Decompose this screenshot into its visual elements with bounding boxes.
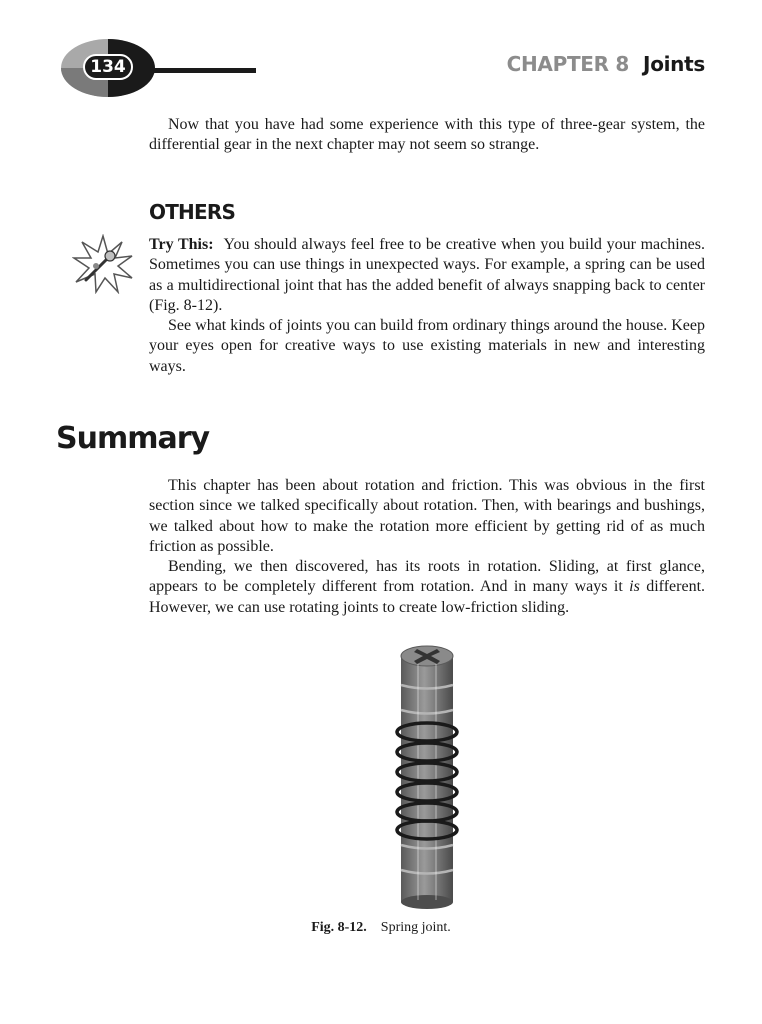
- summary-emphasis: is: [629, 578, 640, 596]
- spring-joint-figure: [382, 640, 472, 910]
- figure-caption-text: Spring joint.: [380, 920, 451, 935]
- summary-paragraph-2: [149, 557, 705, 618]
- try-this-icon: [72, 234, 134, 294]
- try-this-label: Try This:: [149, 236, 214, 253]
- header-rule: [150, 68, 256, 73]
- page-number: 134: [90, 57, 126, 77]
- try-this-text: You should always feel free to be creative when you build your machines. Sometimes you can use things in unexpected ways. For example, a spring can be used as a multidirectional joint that has the added benefit of always snapping back to center (Fig. 8-12).: [149, 236, 705, 314]
- figure-label: Fig. 8-12.: [311, 920, 367, 935]
- summary-paragraph-2-end: different. However, we can use rotating joints to create low-friction sliding.: [149, 578, 706, 616]
- others-paragraph-2: See what kinds of joints you can build from ordinary things around the house. Keep your eyes open for creative ways to use existing materials in new and interesting ways.: [149, 317, 705, 375]
- try-this-paragraph: [149, 235, 705, 316]
- summary-paragraph-1: This chapter has been about rotation and friction. This was obvious in the first section since we talked specifically about rotation. Then, with bearings and bushings, we talked about how to make the rotation more efficient by getting rid of as much friction as possible.: [149, 477, 705, 555]
- chapter-label: CHAPTER 8: [506, 52, 630, 76]
- others-heading: OTHERS: [149, 200, 236, 224]
- running-head: [507, 52, 705, 76]
- page-header: [0, 0, 762, 110]
- intro-paragraph: Now that you have had some experience with this type of three-gear system, the differential gear in the next chapter may not seem so strange.: [149, 116, 705, 154]
- chapter-title: Joints: [643, 52, 705, 76]
- summary-heading: Summary: [56, 421, 210, 456]
- summary-paragraph-2-start: Bending, we then discovered, has its roots in rotation. Sliding, at first glance, appears to be completely different from rotation. And in many ways it: [149, 558, 705, 596]
- figure-caption: [0, 920, 762, 936]
